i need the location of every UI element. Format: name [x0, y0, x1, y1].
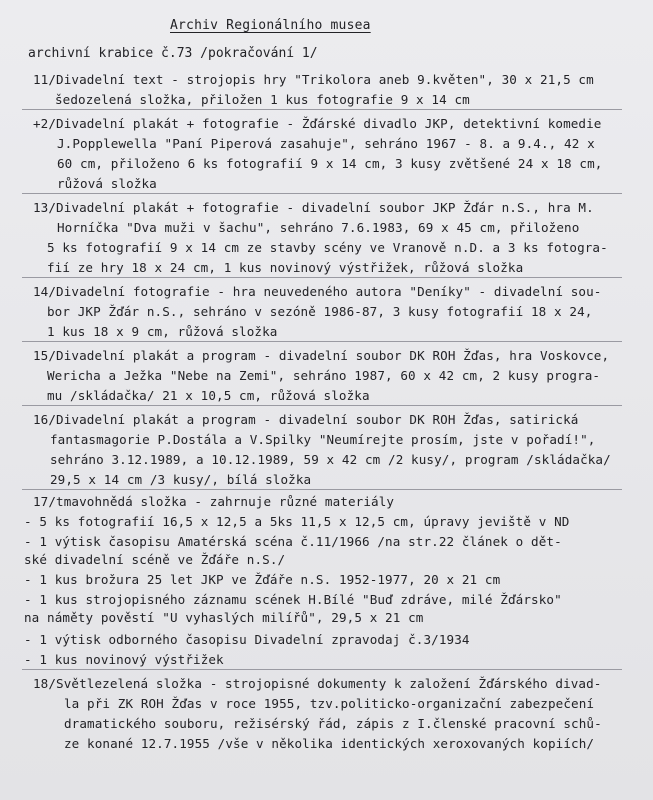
entry-line: - 1 výtisk odborného časopisu Divadelní zpravodaj č.3/1934 — [24, 632, 470, 647]
entry-line: sehráno 3.12.1989, a 10.12.1989, 59 x 42 cm /2 kusy/, program /skládačka/ — [50, 452, 611, 467]
entry-divider — [22, 341, 622, 342]
archive-title: Archiv Regionálního musea — [170, 18, 371, 33]
entry-line: - 1 výtisk časopisu Amatérská scéna č.11/1966 /na str.22 článek o dět- — [24, 534, 562, 549]
entry-line: bor JKP Žďár n.S., sehráno v sezóně 1986-87, 3 kusy fotografií 18 x 24, — [47, 304, 593, 319]
entry-divider — [22, 489, 622, 490]
entry-divider — [22, 405, 622, 406]
entry-line: - 5 ks fotografií 16,5 x 12,5 a 5ks 11,5 x 12,5 cm, úpravy jeviště v ND — [24, 514, 570, 529]
entry-line: J.Popplewella "Paní Piperová zasahuje", sehráno 1967 - 8. a 9.4., 42 x — [57, 136, 595, 151]
entry-line: 1 kus 18 x 9 cm, růžová složka — [47, 324, 278, 339]
entry-divider — [22, 669, 622, 670]
entry-divider — [22, 109, 622, 110]
box-subtitle: archivní krabice č.73 /pokračování 1/ — [28, 46, 318, 61]
entry-line: - 1 kus novinový výstřižek — [24, 652, 224, 667]
entry-line: 13/Divadelní plakát + fotografie - divadelní soubor JKP Žďár n.S., hra M. — [33, 200, 594, 215]
entry-line: Wericha a Ježka "Nebe na Zemi", sehráno 1987, 60 x 42 cm, 2 kusy progra- — [47, 368, 601, 383]
entry-line: - 1 kus brožura 25 let JKP ve Žďáře n.S. 1952-1977, 20 x 21 cm — [24, 572, 501, 587]
entry-line: na náměty pověstí "U vyhaslých milířů", 29,5 x 21 cm — [24, 610, 424, 625]
entry-line: ze konané 12.7.1955 /vše v několika identických xeroxovaných kopiích/ — [64, 736, 595, 751]
entry-line: 15/Divadelní plakát a program - divadelní soubor DK ROH Žďas, hra Voskovce, — [33, 348, 610, 363]
entry-line: ské divadelní scéně ve Žďáře n.S./ — [24, 552, 286, 567]
entry-divider — [22, 193, 622, 194]
entry-line: dramatického souboru, režisérský řád, zápis z I.členské pracovní schů- — [64, 716, 602, 731]
entry-line: mu /skládačka/ 21 x 10,5 cm, růžová složka — [47, 388, 370, 403]
entry-line: šedozelená složka, přiložen 1 kus fotografie 9 x 14 cm — [55, 92, 470, 107]
entry-line: růžová složka — [57, 176, 157, 191]
entry-line: 29,5 x 14 cm /3 kusy/, bílá složka — [50, 472, 312, 487]
entry-line: 17/tmavohnědá složka - zahrnuje různé materiály — [33, 494, 395, 509]
entry-line: 18/Světlezelená složka - strojopisné dokumenty k založení Žďárského divad- — [33, 676, 602, 691]
entry-line: fií ze hry 18 x 24 cm, 1 kus novinový výstřižek, růžová složka — [47, 260, 524, 275]
entry-line: fantasmagorie P.Dostála a V.Spilky "Neumírejte prosím, jste v pořadí!", — [50, 432, 596, 447]
entry-divider — [22, 277, 622, 278]
entry-line: 14/Divadelní fotografie - hra neuvedeného autora "Deníky" - divadelní sou- — [33, 284, 602, 299]
entry-line: Horníčka "Dva muži v šachu", sehráno 7.6.1983, 69 x 45 cm, přiloženo — [57, 220, 580, 235]
entry-line: la při ZK ROH Žďas v roce 1955, tzv.politicko-organizační zabezpečení — [64, 696, 595, 711]
entry-line: 60 cm, přiloženo 6 ks fotografií 9 x 14 cm, 3 kusy zvětšené 24 x 18 cm, — [57, 156, 603, 171]
entry-line: - 1 kus strojopisného záznamu scének H.Bílé "Buď zdráve, milé Žďársko" — [24, 592, 562, 607]
entry-line: +2/Divadelní plakát + fotografie - Žďárské divadlo JKP, detektivní komedie — [33, 116, 602, 131]
entry-line: 16/Divadelní plakát a program - divadelní soubor DK ROH Žďas, satirická — [33, 412, 579, 427]
entry-line: 5 ks fotografií 9 x 14 cm ze stavby scény ve Vranově n.D. a 3 ks fotogra- — [47, 240, 608, 255]
entry-line: 11/Divadelní text - strojopis hry "Trikolora aneb 9.květen", 30 x 21,5 cm — [33, 72, 594, 87]
